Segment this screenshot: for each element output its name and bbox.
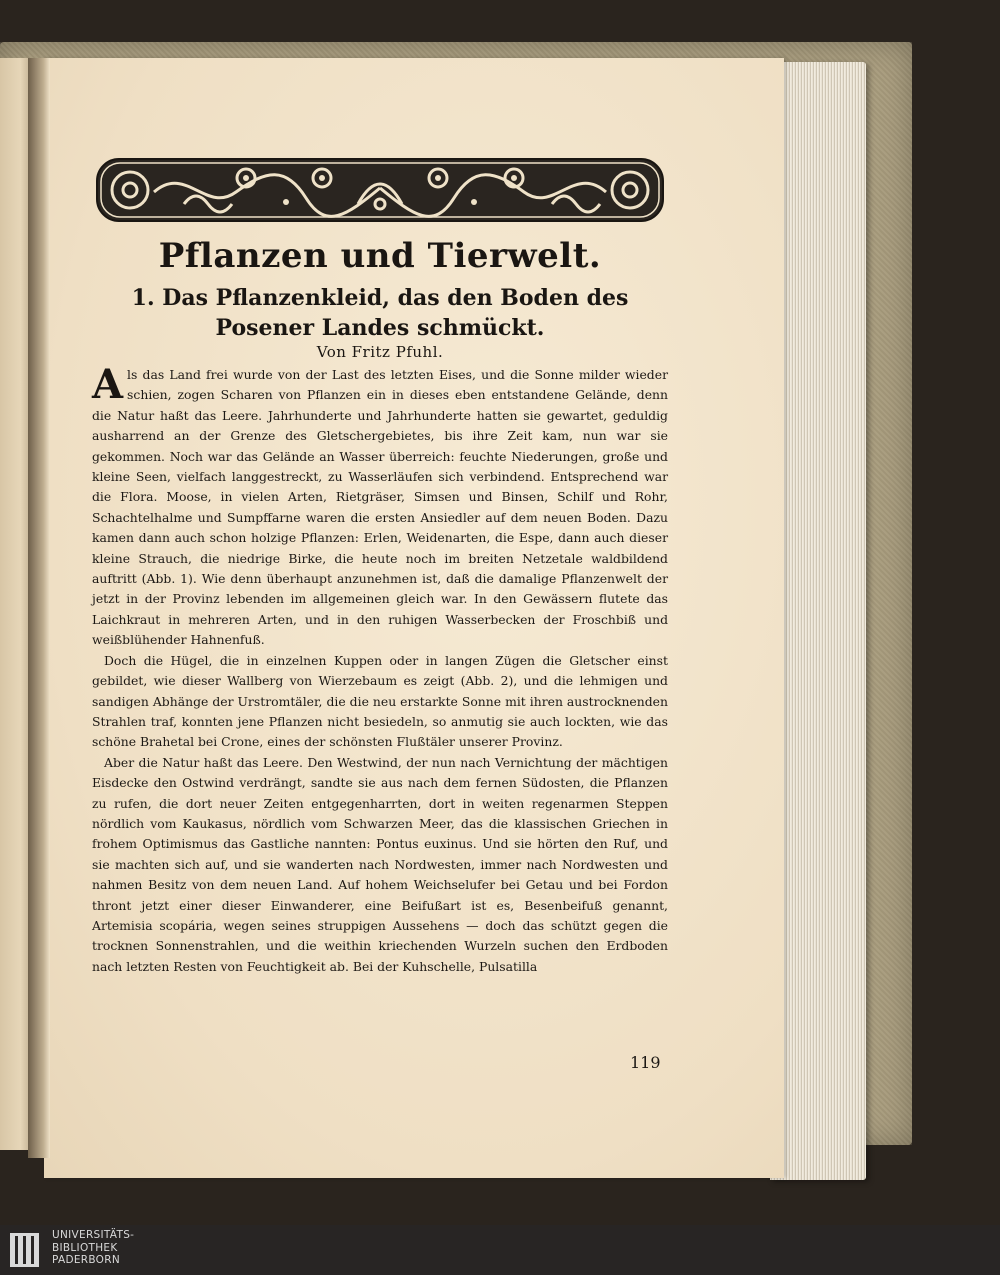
article-body — [92, 361, 668, 977]
library-name-line-1: UNIVERSITÄTS- — [52, 1229, 135, 1241]
decorative-header-ornament-icon — [96, 158, 664, 222]
page-gutter — [28, 58, 50, 1158]
library-logo-icon — [6, 1229, 48, 1271]
library-name-line-2: BIBLIOTHEK — [52, 1241, 118, 1254]
drop-cap: A — [92, 361, 124, 408]
paragraph-1-text: ls das Land frei wurde von der Last des letzten Eises, und die Sonne milder wieder schien, zogen Scharen von Pflanzen ein in dieses eben entstandene Gelände, denn die Natur haßt das Leere. Jahrhunderte und Jahrhunderte hatten sie gewartet, geduldig ausharrend an der Grenze des Gletschergebietes, bis ihre Zeit kam, nun war sie gekommen. Noch war das Gelände an Wasser überreich: feuchte Niederungen, große und kleine Seen, vielfach langgestreckt, zu Wasserläufen sich verbindend. Entsprechend war die Flora. Moose, in vielen Arten, Rietgräser, Simsen und Binsen, Schilf und Rohr, Schachtelhalme und Sumpffarne waren die ersten Ansiedler auf dem neuen Boden. Dazu kamen dann auch schon holzige Pflanzen: Erlen, Weidenarten, die Espe, dann auch dieser kleine Strauch, die niedrige Birke, die heute noch im breiten Netzetale waldbildend auftritt (Abb. 1). Wie denn überhaupt anzunehmen ist, daß die damalige Pflanzenwelt der jetzt in der Provinz lebenden im allgemeinen gleich war. In den Gewässern flutete das Laichkraut in mehreren Arten, und in den ruhigen Wasserbecken der Froschbiß und weißblühender Hahnenfuß. — [92, 367, 668, 648]
page-edges — [770, 62, 866, 1180]
chapter-title: Pflanzen und Tierwelt. — [158, 236, 602, 276]
library-name — [52, 1229, 134, 1267]
library-footer — [0, 1225, 1000, 1275]
author-byline: Von Fritz Pfuhl. — [316, 343, 444, 361]
paragraph-2: Doch die Hügel, die in einzelnen Kuppen oder in langen Zügen die Gletscher einst gebildet, wie dieser Wallberg von Wierzebaum es zeigt (Abb. 2), und die lehmigen und sandigen Abhänge der Urstromtäler, die die neu erstarkte Sonne mit ihren austrocknenden Strahlen traf, konnten jene Pflanzen nicht besiedeln, so anmutig sie auch lockten, wie das schöne Brahetal bei Crone, eines der schönsten Flußtäler unserer Provinz. — [92, 652, 668, 750]
page-number: 119 — [630, 1053, 661, 1072]
section-heading-line-1: 1. Das Pflanzenkleid, das den Boden des — [131, 285, 629, 311]
library-name-line-3: PADERBORN — [52, 1254, 120, 1266]
paragraph-1 — [92, 361, 668, 651]
section-heading — [60, 283, 700, 343]
section-heading-line-2: Posener Landes schmückt. — [215, 315, 545, 341]
paragraph-3: Aber die Natur haßt das Leere. Den Westwind, der nun nach Vernichtung der mächtigen Eisdecke den Ostwind verdrängt, sandte sie aus nach dem fernen Südosten, die Pflanzen zu rufen, die dort neuer Zeiten entgegenharrten, dort in weiten regenarmen Steppen nördlich vom Kaukasus, nördlich vom Schwarzen Meer, das die klassischen Griechen in frohem Optimismus das Gastliche nannten: Pontus euxinus. Und sie hörten den Ruf, und sie machten sich auf, und sie wanderten nach Nordwesten, immer nach Nordwesten und nahmen Besitz von dem neuen Land. Auf hohem Weichselufer bei Getau und bei Fordon thront jetzt einer dieser Einwanderer, eine Beifußart ist es, Besenbeifuß genannt, Artemisia scopária, wegen seines struppigen Aussehens — doch das schützt gegen die trocknen Sonnenstrahlen, und die weithin kriechenden Wurzeln suchen den Erdboden nach letzten Resten von Feuchtigkeit ab. Bei der Kuhschelle, Pulsatilla — [92, 754, 668, 974]
